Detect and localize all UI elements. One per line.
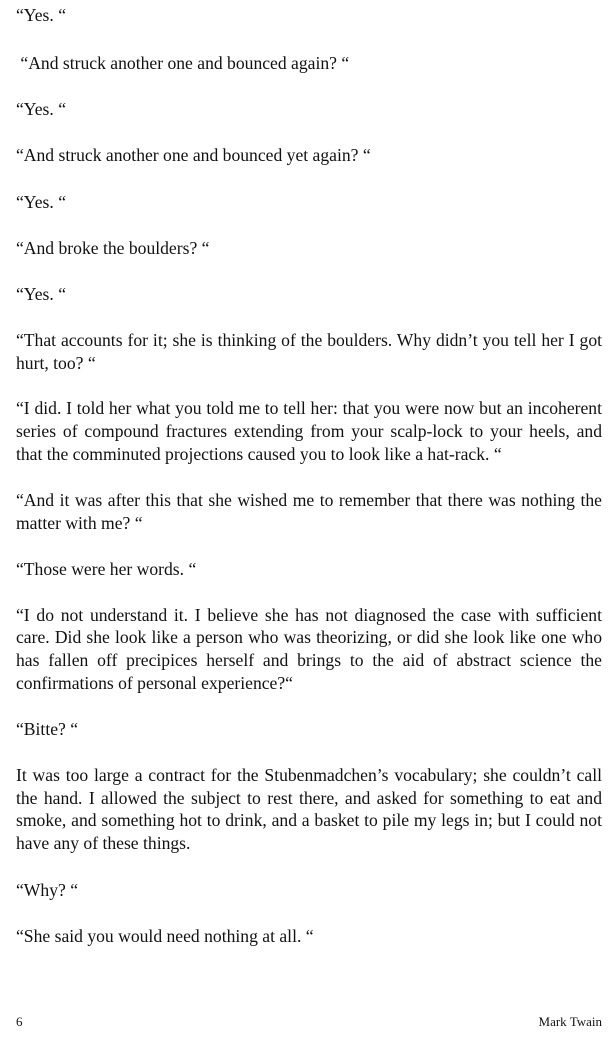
paragraph: “And struck another one and bounced again? “ [16,52,350,73]
running-footer-author: Mark Twain [538,1014,602,1029]
paragraph: “She said you would need nothing at all. “ [16,925,314,946]
page-number: 6 [16,1014,23,1029]
page-body [16,4,602,947]
paragraph: “And it was after this that she wished me to remember that there was nothing the matter with me? “ [16,490,602,534]
paragraph: “Bitte? “ [16,719,79,740]
paragraph: “Yes. “ [16,191,67,212]
paragraph: “I did. I told her what you told me to tell her: that you were now but an incoherent series of compound fractures extending from your scalp-lock to your heels, and that the comminuted projections caused you to look like a hat-rack. “ [16,398,602,464]
paragraph: “Yes. “ [16,5,67,25]
paragraph: “That accounts for it; she is thinking of the boulders. Why didn’t you tell her I got hurt, too? “ [16,329,602,373]
paragraph: “Those were her words. “ [16,558,197,579]
paragraph: “Yes. “ [16,99,67,120]
paragraph: “I do not understand it. I believe she has not diagnosed the case with sufficient care. Did she look like a person who was theorizing, or did she look like one who has fallen off precipices herself and brings to the aid of abstract science the confirmations of personal experience?“ [16,604,602,693]
page-footer [16,1014,602,1030]
paragraph: “And struck another one and bounced yet again? “ [16,145,371,166]
paragraph: “And broke the boulders? “ [16,237,210,258]
paragraph: “Yes. “ [16,284,67,305]
paragraph: “Why? “ [16,879,79,900]
paragraph: It was too large a contract for the Stubenmadchen’s vocabulary; she couldn’t call the hand. I allowed the subject to rest there, and asked for something to eat and smoke, and something hot to drink, and a basket to pile my legs in; but I could not have any of these things. [16,765,602,854]
